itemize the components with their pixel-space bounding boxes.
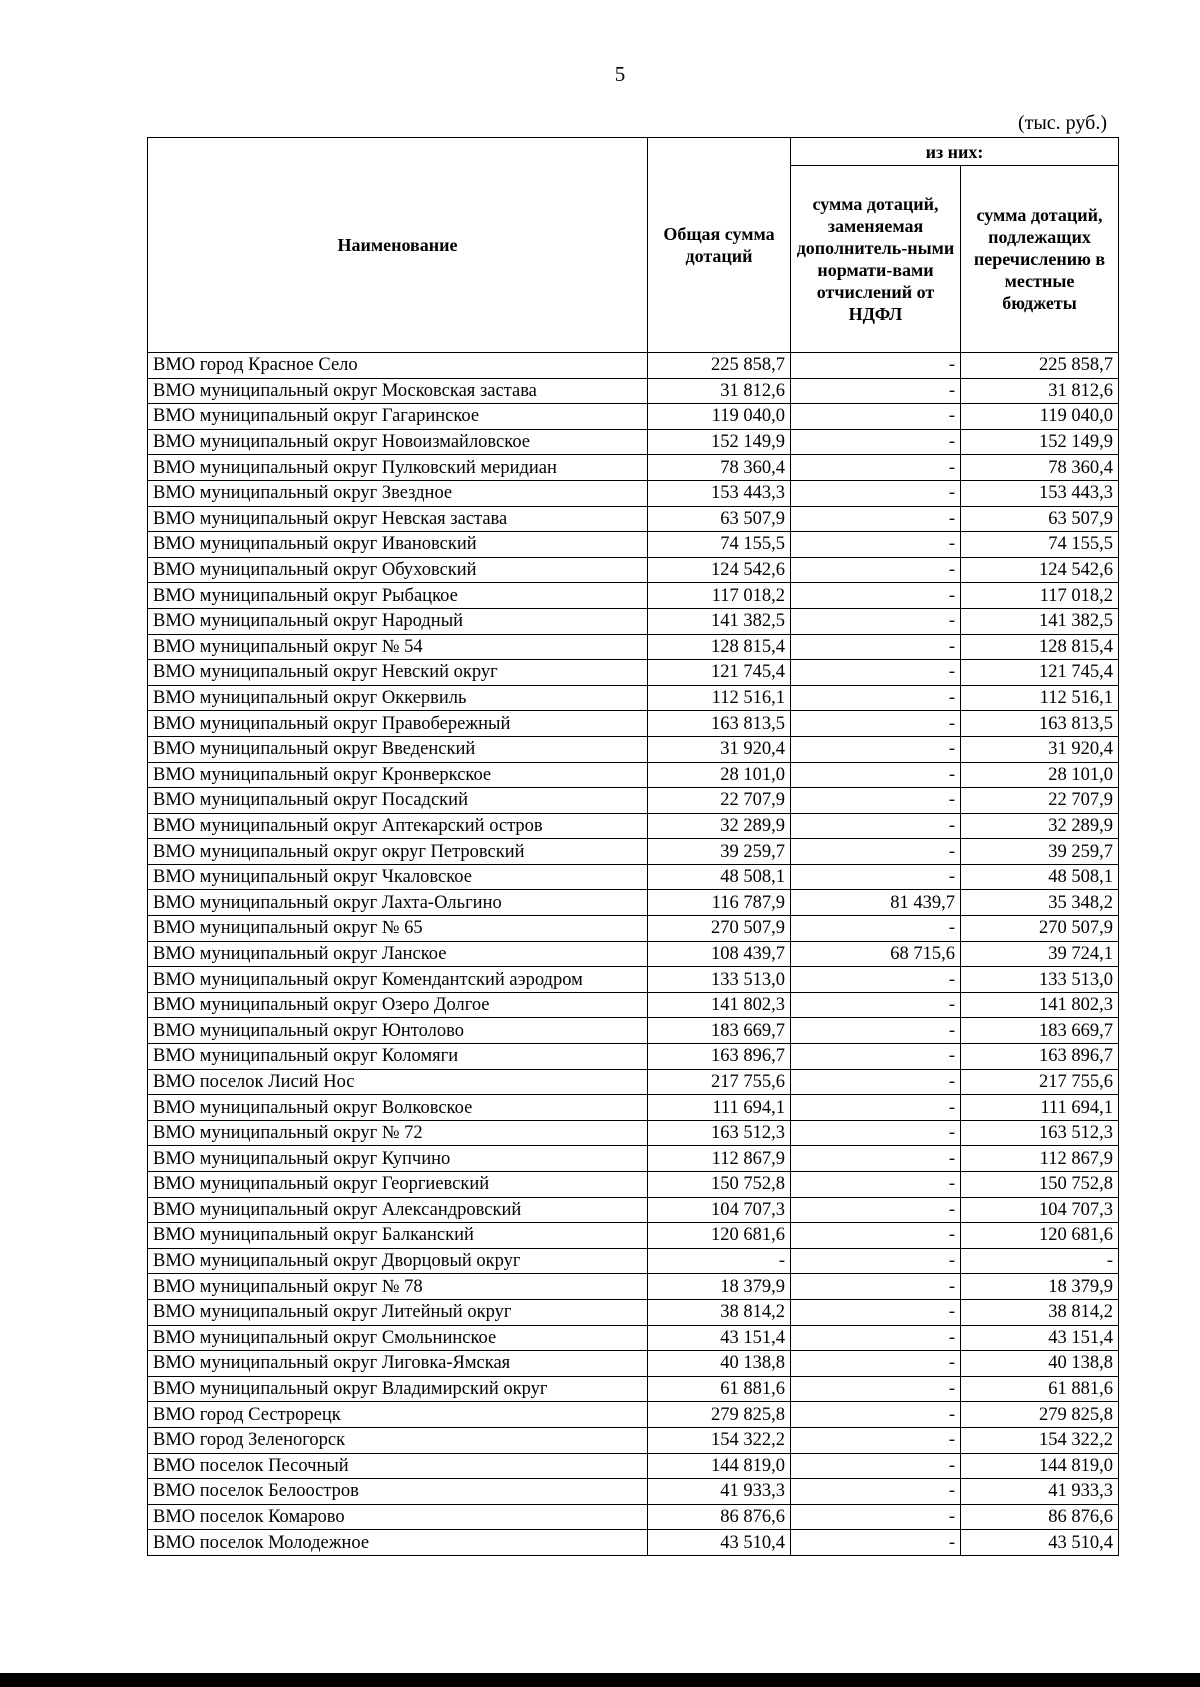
- cell-replaced: -: [791, 685, 961, 711]
- table-row: [148, 1095, 1119, 1121]
- cell-transfer: 35 348,2: [961, 890, 1119, 916]
- cell-transfer: 124 542,6: [961, 557, 1119, 583]
- cell-name: ВМО муниципальный округ Купчино: [148, 1146, 648, 1172]
- cell-total: 28 101,0: [648, 762, 791, 788]
- cell-total: 183 669,7: [648, 1018, 791, 1044]
- cell-replaced: -: [791, 1351, 961, 1377]
- header-total: Общая сумма дотаций: [648, 138, 791, 353]
- cell-replaced: -: [791, 967, 961, 993]
- cell-transfer: 39 724,1: [961, 941, 1119, 967]
- table-row: [148, 813, 1119, 839]
- cell-transfer: 111 694,1: [961, 1095, 1119, 1121]
- cell-replaced: -: [791, 532, 961, 558]
- cell-name: ВМО поселок Комарово: [148, 1504, 648, 1530]
- cell-name: ВМО поселок Песочный: [148, 1453, 648, 1479]
- cell-name: ВМО муниципальный округ Владимирский округ: [148, 1376, 648, 1402]
- table-row: [148, 1351, 1119, 1377]
- cell-transfer: 117 018,2: [961, 583, 1119, 609]
- cell-transfer: 163 896,7: [961, 1044, 1119, 1070]
- table-row: [148, 941, 1119, 967]
- table-row: [148, 967, 1119, 993]
- cell-transfer: 31 812,6: [961, 378, 1119, 404]
- cell-name: ВМО муниципальный округ Георгиевский: [148, 1172, 648, 1198]
- cell-transfer: 217 755,6: [961, 1069, 1119, 1095]
- cell-name: ВМО муниципальный округ Александровский: [148, 1197, 648, 1223]
- cell-replaced: -: [791, 1453, 961, 1479]
- cell-replaced: -: [791, 1325, 961, 1351]
- table-row: [148, 506, 1119, 532]
- cell-replaced: -: [791, 1479, 961, 1505]
- cell-replaced: -: [791, 1376, 961, 1402]
- cell-name: ВМО муниципальный округ Невский округ: [148, 660, 648, 686]
- cell-transfer: 163 813,5: [961, 711, 1119, 737]
- cell-name: ВМО муниципальный округ Лиговка-Ямская: [148, 1351, 648, 1377]
- cell-replaced: -: [791, 864, 961, 890]
- cell-name: ВМО муниципальный округ Аптекарский остров: [148, 813, 648, 839]
- table-row: [148, 1479, 1119, 1505]
- subsidies-table: [147, 137, 1119, 1556]
- cell-replaced: -: [791, 813, 961, 839]
- cell-transfer: 41 933,3: [961, 1479, 1119, 1505]
- table-row: [148, 404, 1119, 430]
- cell-transfer: 43 151,4: [961, 1325, 1119, 1351]
- cell-name: ВМО муниципальный округ Ивановский: [148, 532, 648, 558]
- cell-total: 116 787,9: [648, 890, 791, 916]
- cell-transfer: 31 920,4: [961, 736, 1119, 762]
- cell-transfer: 74 155,5: [961, 532, 1119, 558]
- cell-total: 124 542,6: [648, 557, 791, 583]
- cell-name: ВМО муниципальный округ Гагаринское: [148, 404, 648, 430]
- cell-replaced: -: [791, 1299, 961, 1325]
- cell-transfer: 144 819,0: [961, 1453, 1119, 1479]
- header-transfer: сумма дотаций, подлежащих перечислению в местные бюджеты: [961, 166, 1119, 353]
- cell-total: 41 933,3: [648, 1479, 791, 1505]
- cell-transfer: 154 322,2: [961, 1427, 1119, 1453]
- table-row: [148, 685, 1119, 711]
- cell-total: 153 443,3: [648, 480, 791, 506]
- table-row: [148, 353, 1119, 379]
- cell-replaced: -: [791, 1172, 961, 1198]
- cell-replaced: -: [791, 1018, 961, 1044]
- table-row: [148, 1120, 1119, 1146]
- cell-name: ВМО муниципальный округ Кронверкское: [148, 762, 648, 788]
- cell-total: 119 040,0: [648, 404, 791, 430]
- cell-total: 144 819,0: [648, 1453, 791, 1479]
- cell-total: -: [648, 1248, 791, 1274]
- cell-name: ВМО город Красное Село: [148, 353, 648, 379]
- cell-total: 163 813,5: [648, 711, 791, 737]
- cell-transfer: 119 040,0: [961, 404, 1119, 430]
- cell-replaced: -: [791, 1223, 961, 1249]
- cell-transfer: 120 681,6: [961, 1223, 1119, 1249]
- cell-transfer: 133 513,0: [961, 967, 1119, 993]
- cell-total: 78 360,4: [648, 455, 791, 481]
- cell-total: 112 867,9: [648, 1146, 791, 1172]
- cell-name: ВМО муниципальный округ Чкаловское: [148, 864, 648, 890]
- cell-transfer: -: [961, 1248, 1119, 1274]
- cell-name: ВМО город Зеленогорск: [148, 1427, 648, 1453]
- cell-total: 128 815,4: [648, 634, 791, 660]
- cell-replaced: -: [791, 583, 961, 609]
- cell-name: ВМО муниципальный округ Народный: [148, 608, 648, 634]
- table-row: [148, 1427, 1119, 1453]
- cell-total: 163 896,7: [648, 1044, 791, 1070]
- table-header: [148, 138, 1119, 353]
- table-row: [148, 1069, 1119, 1095]
- cell-replaced: -: [791, 762, 961, 788]
- cell-name: ВМО муниципальный округ Правобережный: [148, 711, 648, 737]
- table-row: [148, 1402, 1119, 1428]
- cell-replaced: -: [791, 1095, 961, 1121]
- cell-transfer: 225 858,7: [961, 353, 1119, 379]
- cell-total: 104 707,3: [648, 1197, 791, 1223]
- cell-replaced: -: [791, 992, 961, 1018]
- cell-name: ВМО муниципальный округ Юнтолово: [148, 1018, 648, 1044]
- table-row: [148, 890, 1119, 916]
- cell-total: 74 155,5: [648, 532, 791, 558]
- cell-replaced: 68 715,6: [791, 941, 961, 967]
- cell-replaced: -: [791, 1530, 961, 1556]
- cell-transfer: 78 360,4: [961, 455, 1119, 481]
- cell-transfer: 18 379,9: [961, 1274, 1119, 1300]
- table-row: [148, 1044, 1119, 1070]
- table-row: [148, 378, 1119, 404]
- cell-name: ВМО муниципальный округ Рыбацкое: [148, 583, 648, 609]
- cell-total: 108 439,7: [648, 941, 791, 967]
- table-row: [148, 480, 1119, 506]
- cell-total: 217 755,6: [648, 1069, 791, 1095]
- cell-replaced: -: [791, 1146, 961, 1172]
- cell-name: ВМО муниципальный округ Невская застава: [148, 506, 648, 532]
- cell-replaced: -: [791, 429, 961, 455]
- table-row: [148, 762, 1119, 788]
- table-row: [148, 455, 1119, 481]
- scan-edge-bar: [0, 1673, 1200, 1687]
- table-row: [148, 736, 1119, 762]
- cell-replaced: -: [791, 736, 961, 762]
- cell-name: ВМО муниципальный округ Волковское: [148, 1095, 648, 1121]
- cell-transfer: 28 101,0: [961, 762, 1119, 788]
- cell-total: 31 920,4: [648, 736, 791, 762]
- cell-replaced: -: [791, 455, 961, 481]
- cell-total: 150 752,8: [648, 1172, 791, 1198]
- cell-replaced: -: [791, 378, 961, 404]
- table-row: [148, 711, 1119, 737]
- cell-replaced: -: [791, 1069, 961, 1095]
- cell-transfer: 279 825,8: [961, 1402, 1119, 1428]
- cell-total: 48 508,1: [648, 864, 791, 890]
- cell-total: 152 149,9: [648, 429, 791, 455]
- cell-transfer: 61 881,6: [961, 1376, 1119, 1402]
- cell-transfer: 38 814,2: [961, 1299, 1119, 1325]
- cell-total: 120 681,6: [648, 1223, 791, 1249]
- table-row: [148, 1172, 1119, 1198]
- table-row: [148, 864, 1119, 890]
- cell-replaced: -: [791, 1274, 961, 1300]
- cell-replaced: -: [791, 1120, 961, 1146]
- cell-transfer: 39 259,7: [961, 839, 1119, 865]
- cell-replaced: -: [791, 634, 961, 660]
- cell-name: ВМО муниципальный округ округ Петровский: [148, 839, 648, 865]
- table-row: [148, 1325, 1119, 1351]
- cell-total: 86 876,6: [648, 1504, 791, 1530]
- cell-name: ВМО поселок Молодежное: [148, 1530, 648, 1556]
- cell-name: ВМО муниципальный округ Московская застава: [148, 378, 648, 404]
- cell-replaced: -: [791, 660, 961, 686]
- table-row: [148, 992, 1119, 1018]
- cell-transfer: 150 752,8: [961, 1172, 1119, 1198]
- cell-total: 121 745,4: [648, 660, 791, 686]
- cell-transfer: 163 512,3: [961, 1120, 1119, 1146]
- cell-name: ВМО муниципальный округ № 78: [148, 1274, 648, 1300]
- cell-replaced: -: [791, 839, 961, 865]
- cell-transfer: 86 876,6: [961, 1504, 1119, 1530]
- cell-name: ВМО муниципальный округ Пулковский меридиан: [148, 455, 648, 481]
- table-body: [148, 353, 1119, 1556]
- cell-name: ВМО муниципальный округ Оккервиль: [148, 685, 648, 711]
- cell-name: ВМО муниципальный округ Звездное: [148, 480, 648, 506]
- cell-total: 133 513,0: [648, 967, 791, 993]
- cell-transfer: 32 289,9: [961, 813, 1119, 839]
- cell-total: 31 812,6: [648, 378, 791, 404]
- table-row: [148, 1504, 1119, 1530]
- cell-total: 270 507,9: [648, 916, 791, 942]
- table-row: [148, 1197, 1119, 1223]
- table-row: [148, 1299, 1119, 1325]
- table-row: [148, 1018, 1119, 1044]
- cell-total: 32 289,9: [648, 813, 791, 839]
- table-row: [148, 839, 1119, 865]
- table-row: [148, 1274, 1119, 1300]
- cell-total: 111 694,1: [648, 1095, 791, 1121]
- cell-transfer: 152 149,9: [961, 429, 1119, 455]
- cell-total: 22 707,9: [648, 788, 791, 814]
- cell-name: ВМО муниципальный округ Коломяги: [148, 1044, 648, 1070]
- cell-replaced: 81 439,7: [791, 890, 961, 916]
- cell-transfer: 153 443,3: [961, 480, 1119, 506]
- table-row: [148, 634, 1119, 660]
- cell-total: 141 382,5: [648, 608, 791, 634]
- cell-transfer: 43 510,4: [961, 1530, 1119, 1556]
- table-row: [148, 1248, 1119, 1274]
- table-row: [148, 788, 1119, 814]
- cell-total: 163 512,3: [648, 1120, 791, 1146]
- table-row: [148, 608, 1119, 634]
- cell-name: ВМО муниципальный округ № 65: [148, 916, 648, 942]
- cell-total: 40 138,8: [648, 1351, 791, 1377]
- cell-name: ВМО муниципальный округ № 54: [148, 634, 648, 660]
- cell-replaced: -: [791, 788, 961, 814]
- cell-replaced: -: [791, 480, 961, 506]
- table-row: [148, 1223, 1119, 1249]
- cell-replaced: -: [791, 353, 961, 379]
- table-row: [148, 1453, 1119, 1479]
- header-of-which: из них:: [791, 138, 1119, 166]
- cell-name: ВМО поселок Лисий Нос: [148, 1069, 648, 1095]
- table-row: [148, 557, 1119, 583]
- cell-name: ВМО муниципальный округ Озеро Долгое: [148, 992, 648, 1018]
- cell-transfer: 112 516,1: [961, 685, 1119, 711]
- cell-total: 141 802,3: [648, 992, 791, 1018]
- cell-name: ВМО поселок Белоостров: [148, 1479, 648, 1505]
- cell-replaced: -: [791, 608, 961, 634]
- cell-transfer: 104 707,3: [961, 1197, 1119, 1223]
- cell-transfer: 63 507,9: [961, 506, 1119, 532]
- cell-replaced: -: [791, 557, 961, 583]
- cell-total: 63 507,9: [648, 506, 791, 532]
- cell-transfer: 48 508,1: [961, 864, 1119, 890]
- cell-name: ВМО муниципальный округ Дворцовый округ: [148, 1248, 648, 1274]
- cell-transfer: 112 867,9: [961, 1146, 1119, 1172]
- cell-transfer: 40 138,8: [961, 1351, 1119, 1377]
- cell-total: 18 379,9: [648, 1274, 791, 1300]
- cell-replaced: -: [791, 1044, 961, 1070]
- table-row: [148, 583, 1119, 609]
- cell-replaced: -: [791, 506, 961, 532]
- table-row: [148, 1146, 1119, 1172]
- table-row: [148, 1530, 1119, 1556]
- cell-replaced: -: [791, 1504, 961, 1530]
- cell-total: 279 825,8: [648, 1402, 791, 1428]
- cell-name: ВМО муниципальный округ Ланское: [148, 941, 648, 967]
- cell-name: ВМО муниципальный округ Введенский: [148, 736, 648, 762]
- table-row: [148, 916, 1119, 942]
- header-name: Наименование: [148, 138, 648, 353]
- units-label: (тыс. руб.): [1017, 112, 1107, 134]
- cell-name: ВМО муниципальный округ № 72: [148, 1120, 648, 1146]
- cell-replaced: -: [791, 404, 961, 430]
- cell-transfer: 141 802,3: [961, 992, 1119, 1018]
- cell-replaced: -: [791, 916, 961, 942]
- cell-total: 61 881,6: [648, 1376, 791, 1402]
- table-row: [148, 660, 1119, 686]
- cell-replaced: -: [791, 1402, 961, 1428]
- table-row: [148, 1376, 1119, 1402]
- cell-name: ВМО муниципальный округ Новоизмайловское: [148, 429, 648, 455]
- cell-transfer: 121 745,4: [961, 660, 1119, 686]
- header-replaced: сумма дотаций, заменяемая дополнитель-ными нормати-вами отчислений от НДФЛ: [791, 166, 961, 353]
- cell-total: 112 516,1: [648, 685, 791, 711]
- cell-transfer: 128 815,4: [961, 634, 1119, 660]
- cell-name: ВМО муниципальный округ Лахта-Ольгино: [148, 890, 648, 916]
- cell-name: ВМО муниципальный округ Посадский: [148, 788, 648, 814]
- cell-total: 43 510,4: [648, 1530, 791, 1556]
- cell-replaced: -: [791, 1248, 961, 1274]
- cell-total: 43 151,4: [648, 1325, 791, 1351]
- cell-transfer: 270 507,9: [961, 916, 1119, 942]
- cell-replaced: -: [791, 1197, 961, 1223]
- cell-replaced: -: [791, 1427, 961, 1453]
- cell-total: 117 018,2: [648, 583, 791, 609]
- cell-name: ВМО муниципальный округ Смольнинское: [148, 1325, 648, 1351]
- cell-transfer: 22 707,9: [961, 788, 1119, 814]
- cell-total: 154 322,2: [648, 1427, 791, 1453]
- page-number: 5: [614, 62, 626, 86]
- cell-name: ВМО муниципальный округ Обуховский: [148, 557, 648, 583]
- cell-total: 38 814,2: [648, 1299, 791, 1325]
- cell-name: ВМО муниципальный округ Литейный округ: [148, 1299, 648, 1325]
- cell-replaced: -: [791, 711, 961, 737]
- cell-total: 39 259,7: [648, 839, 791, 865]
- cell-name: ВМО город Сестрорецк: [148, 1402, 648, 1428]
- table-row: [148, 532, 1119, 558]
- cell-name: ВМО муниципальный округ Комендантский аэродром: [148, 967, 648, 993]
- cell-transfer: 141 382,5: [961, 608, 1119, 634]
- table-row: [148, 429, 1119, 455]
- cell-transfer: 183 669,7: [961, 1018, 1119, 1044]
- cell-name: ВМО муниципальный округ Балканский: [148, 1223, 648, 1249]
- cell-total: 225 858,7: [648, 353, 791, 379]
